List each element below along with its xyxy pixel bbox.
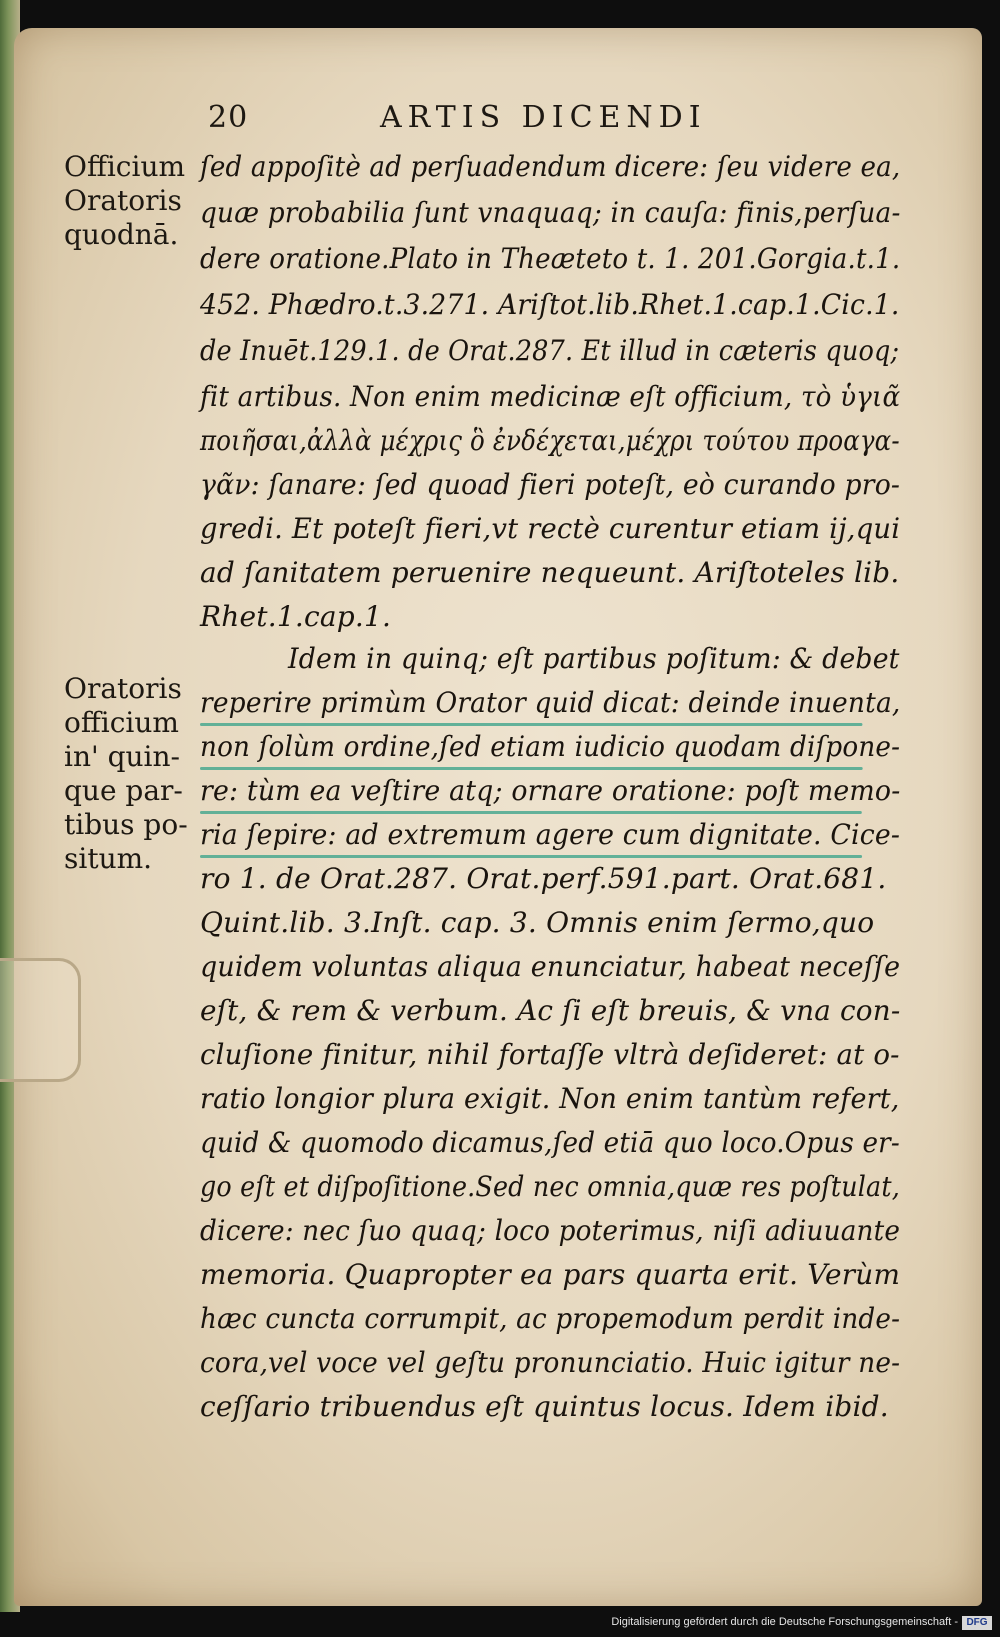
margin-note-officium: Officium Oratoris quodnā. [64,150,186,251]
body-line: cluſione finitur, nihil fortaſſe vltrà deſideret: at o- [200,1038,900,1071]
body-line: dicere: nec ſuo quaq; loco poterimus, niſi adiuuante [200,1214,901,1247]
body-line: fit artibus. Non enim medicinæ eſt officium, τὸ ὑγιᾶ [200,380,901,413]
body-line-underlined: ria ſepire: ad extremum agere cum dignitate. Cice- [200,818,900,862]
funding-credit: Digitalisierung gefördert durch die Deutsche Forschungsgemeinschaft - [611,1616,958,1628]
body-line: cora,vel voce vel geſtu pronunciatio. Huic igitur ne- [200,1346,901,1379]
body-line: ποιῆσαι,ἀλλὰ μέχρις ὃ ἐνδέχεται,μέχρι τούτου προαγα- [200,424,900,457]
body-line: dere oratione.Plato in Theæteto t. 1. 201.Gorgia.t.1. [200,242,901,275]
digitization-footer [0,1612,1000,1637]
body-line: memoria. Quapropter ea pars quarta erit. Verùm [200,1258,901,1291]
body-line: γᾶν: ſanare: ſed quoad fieri poteſt, eò curando pro- [200,468,901,501]
body-line: quæ probabilia ſunt vnaquaq; in cauſa: finis,perſua- [200,196,901,229]
page-header [0,100,1000,140]
body-line: eſt, & rem & verbum. Ac ſi eſt breuis, & vna con- [200,994,901,1027]
body-line-underlined: reperire primùm Orator quid dicat: deinde inuenta, [200,686,901,730]
body-line: ad ſanitatem peruenire nequeunt. Ariſtoteles lib. [200,556,900,589]
body-line: ro 1. de Orat.287. Orat.perf.591.part. Orat.681. [200,862,887,895]
margin-note-partibus: Oratoris officium in' quin- que par- tibus po- situm. [64,672,188,875]
body-line: Rhet.1.cap.1. [200,600,392,633]
body-line-underlined: non ſolùm ordine,ſed etiam iudicio quodam diſpone- [200,730,900,774]
body-line: ſed appoſitè ad perſuadendum dicere: ſeu videre ea, [200,150,901,183]
body-line: Idem in quinq; eſt partibus poſitum: & debet [288,642,900,675]
body-line: quid & quomodo dicamus,ſed etiā quo loco.Opus er- [200,1126,900,1159]
body-line: quidem voluntas aliqua enunciatur, habeat neceſſe [200,950,901,983]
body-line: de Inuēt.129.1. de Orat.287. Et illud in cæteris quoq; [200,334,900,367]
dfg-logo-icon: DFG [962,1616,992,1630]
body-line: ceſſario tribuendus eſt quintus locus. Idem ibid. [200,1390,889,1423]
page-number: 20 [208,100,249,135]
body-line: ratio longior plura exigit. Non enim tantùm refert, [200,1082,900,1115]
body-line: hæc cuncta corrumpit, ac propemodum perdit inde- [200,1302,901,1335]
body-line: 452. Phædro.t.3.271. Ariſtot.lib.Rhet.1.cap.1.Cic.1. [200,288,900,321]
page-clip [0,958,81,1082]
running-title: ARTIS DICENDI [380,100,707,135]
body-line: gredi. Et poteſt fieri,vt rectè curentur etiam ij,qui [200,512,901,545]
body-line-underlined: re: tùm ea veſtire atq; ornare oratione: poſt memo- [200,774,900,818]
body-line: Quint.lib. 3.Inſt. cap. 3. Omnis enim ſermo,quo [200,906,875,939]
body-line: go eſt et diſpoſitione.Sed nec omnia,quæ res poſtulat, [200,1170,900,1203]
